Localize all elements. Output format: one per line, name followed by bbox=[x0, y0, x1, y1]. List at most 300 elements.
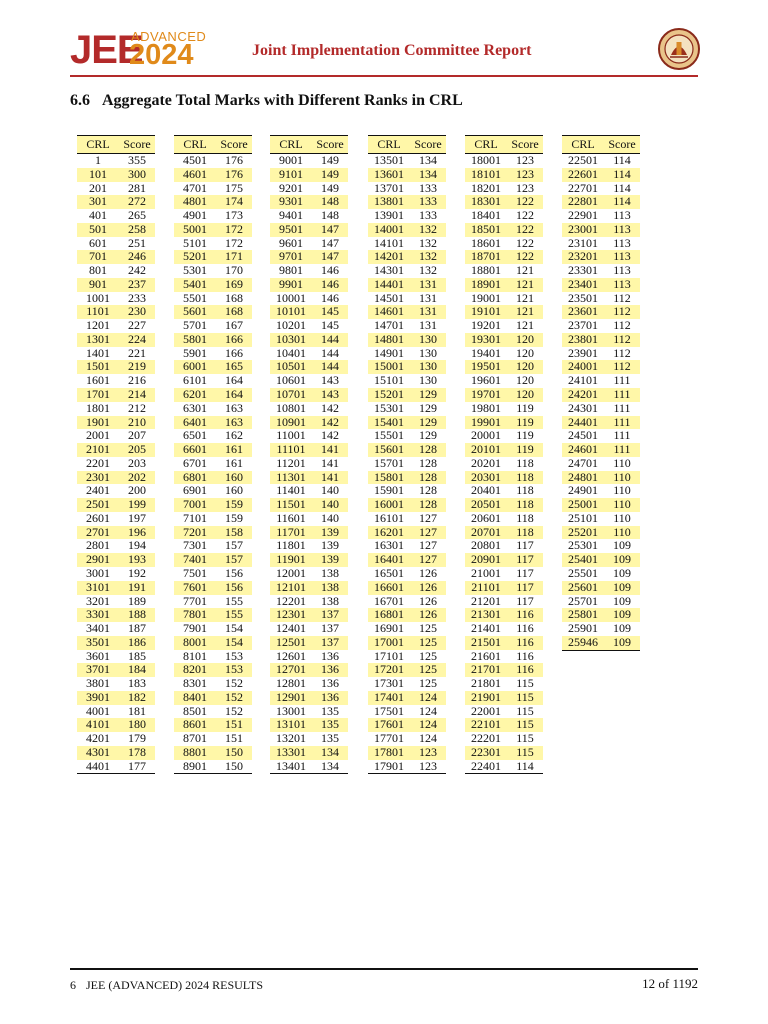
score-cell: 216 bbox=[128, 373, 146, 388]
crl-cell: 2201 bbox=[86, 455, 110, 470]
score-cell: 150 bbox=[225, 744, 243, 759]
crl-cell: 3401 bbox=[86, 621, 110, 636]
table-row bbox=[368, 581, 446, 595]
score-cell: 124 bbox=[419, 689, 437, 704]
score-cell: 135 bbox=[321, 731, 339, 746]
crl-cell: 18301 bbox=[471, 194, 501, 209]
table-row bbox=[465, 416, 543, 430]
table-row bbox=[562, 360, 640, 374]
table-row bbox=[77, 223, 155, 237]
table-row bbox=[174, 636, 252, 650]
score-cell: 120 bbox=[516, 345, 534, 360]
crl-cell: 5701 bbox=[183, 318, 207, 333]
crl-cell: 24301 bbox=[568, 400, 598, 415]
table-row bbox=[562, 567, 640, 581]
table-row bbox=[174, 526, 252, 540]
crl-cell: 3301 bbox=[86, 607, 110, 622]
score-cell: 134 bbox=[321, 744, 339, 759]
crl-cell: 10901 bbox=[276, 414, 306, 429]
crl-cell: 15701 bbox=[374, 455, 404, 470]
score-cell: 207 bbox=[128, 428, 146, 443]
score-cell: 233 bbox=[128, 290, 146, 305]
score-cell: 159 bbox=[225, 510, 243, 525]
crl-cell: 9801 bbox=[279, 263, 303, 278]
table-row bbox=[270, 443, 348, 457]
score-cell: 163 bbox=[225, 414, 243, 429]
crl-cell: 18701 bbox=[471, 249, 501, 264]
crl-cell: 3901 bbox=[86, 689, 110, 704]
score-cell: 251 bbox=[128, 235, 146, 250]
score-cell: 165 bbox=[225, 359, 243, 374]
score-header: Score bbox=[511, 137, 539, 151]
crl-cell: 3701 bbox=[86, 662, 110, 677]
crl-cell: 19701 bbox=[471, 387, 501, 402]
crl-cell: 14301 bbox=[374, 263, 404, 278]
score-cell: 192 bbox=[128, 565, 146, 580]
crl-cell: 4201 bbox=[86, 731, 110, 746]
crl-cell: 1 bbox=[95, 153, 101, 167]
table-row bbox=[174, 608, 252, 622]
crl-cell: 3001 bbox=[86, 565, 110, 580]
table-row bbox=[270, 760, 348, 774]
score-cell: 109 bbox=[613, 593, 631, 608]
crl-cell: 501 bbox=[89, 221, 107, 236]
crl-cell: 19301 bbox=[471, 331, 501, 346]
crl-cell: 24101 bbox=[568, 373, 598, 388]
table-row bbox=[77, 622, 155, 636]
crl-cell: 21701 bbox=[471, 662, 501, 677]
score-cell: 200 bbox=[128, 483, 146, 498]
table-row bbox=[368, 663, 446, 677]
score-header: Score bbox=[123, 137, 151, 151]
score-cell: 145 bbox=[321, 318, 339, 333]
table-row bbox=[368, 388, 446, 402]
score-cell: 177 bbox=[128, 758, 146, 773]
table-row bbox=[368, 333, 446, 347]
table-row bbox=[562, 305, 640, 319]
table-row bbox=[465, 168, 543, 182]
table-row bbox=[465, 691, 543, 705]
score-cell: 130 bbox=[419, 373, 437, 388]
score-cell: 146 bbox=[321, 290, 339, 305]
table-row bbox=[174, 195, 252, 209]
crl-cell: 18001 bbox=[471, 153, 501, 167]
table-row bbox=[368, 374, 446, 388]
score-cell: 123 bbox=[419, 744, 437, 759]
score-cell: 133 bbox=[419, 180, 437, 195]
table-row bbox=[270, 223, 348, 237]
score-cell: 148 bbox=[321, 208, 339, 223]
table-row bbox=[465, 705, 543, 719]
table-row bbox=[368, 705, 446, 719]
score-cell: 123 bbox=[516, 166, 534, 181]
score-cell: 153 bbox=[225, 662, 243, 677]
table-row bbox=[77, 705, 155, 719]
score-cell: 141 bbox=[321, 442, 339, 457]
crl-cell: 23901 bbox=[568, 345, 598, 360]
table-row bbox=[465, 154, 543, 168]
table-row bbox=[77, 292, 155, 306]
table-row bbox=[562, 209, 640, 223]
table-row bbox=[368, 457, 446, 471]
score-cell: 117 bbox=[516, 552, 534, 567]
table-row bbox=[368, 292, 446, 306]
score-cell: 161 bbox=[225, 442, 243, 457]
table-row bbox=[77, 374, 155, 388]
crl-cell: 2401 bbox=[86, 483, 110, 498]
table-row bbox=[77, 168, 155, 182]
table-row bbox=[465, 512, 543, 526]
score-cell: 124 bbox=[419, 717, 437, 732]
crl-cell: 16801 bbox=[374, 607, 404, 622]
crl-cell: 14801 bbox=[374, 331, 404, 346]
table-row bbox=[174, 402, 252, 416]
crl-cell: 6101 bbox=[183, 373, 207, 388]
crl-cell: 6601 bbox=[183, 442, 207, 457]
score-cell: 115 bbox=[516, 731, 534, 746]
table-row bbox=[77, 333, 155, 347]
score-cell: 155 bbox=[225, 607, 243, 622]
table-header-row bbox=[174, 135, 252, 154]
crl-cell: 11701 bbox=[276, 524, 306, 539]
table-row bbox=[270, 237, 348, 251]
score-cell: 144 bbox=[321, 359, 339, 374]
score-cell: 115 bbox=[516, 676, 534, 691]
crl-cell: 10101 bbox=[276, 304, 306, 319]
table-row bbox=[368, 732, 446, 746]
crl-cell: 23201 bbox=[568, 249, 598, 264]
table-row bbox=[562, 347, 640, 361]
score-cell: 147 bbox=[321, 221, 339, 236]
crl-cell: 1301 bbox=[86, 331, 110, 346]
crl-cell: 10801 bbox=[276, 400, 306, 415]
crl-cell: 22001 bbox=[471, 703, 501, 718]
score-cell: 114 bbox=[613, 194, 631, 209]
crl-cell: 17201 bbox=[374, 662, 404, 677]
table-row bbox=[465, 250, 543, 264]
crl-cell: 25301 bbox=[568, 538, 598, 553]
crl-cell: 12301 bbox=[276, 607, 306, 622]
score-cell: 133 bbox=[419, 208, 437, 223]
score-cell: 116 bbox=[516, 607, 534, 622]
score-cell: 126 bbox=[419, 579, 437, 594]
crl-cell: 401 bbox=[89, 208, 107, 223]
section-heading bbox=[70, 92, 463, 110]
table-row bbox=[465, 182, 543, 196]
crl-cell: 12201 bbox=[276, 593, 306, 608]
table-row bbox=[174, 443, 252, 457]
crl-cell: 9001 bbox=[279, 153, 303, 167]
table-row bbox=[562, 484, 640, 498]
score-cell: 149 bbox=[321, 166, 339, 181]
score-cell: 127 bbox=[419, 524, 437, 539]
table-row bbox=[465, 553, 543, 567]
score-cell: 121 bbox=[516, 318, 534, 333]
crl-cell: 21401 bbox=[471, 621, 501, 636]
crl-cell: 7801 bbox=[183, 607, 207, 622]
table-row bbox=[368, 195, 446, 209]
crl-cell: 13801 bbox=[374, 194, 404, 209]
crl-cell: 3601 bbox=[86, 648, 110, 663]
score-cell: 123 bbox=[516, 153, 534, 167]
score-cell: 141 bbox=[321, 469, 339, 484]
score-cell: 133 bbox=[419, 194, 437, 209]
score-cell: 118 bbox=[516, 469, 534, 484]
crl-cell: 23401 bbox=[568, 276, 598, 291]
table-row bbox=[270, 388, 348, 402]
score-cell: 193 bbox=[128, 552, 146, 567]
score-cell: 109 bbox=[613, 634, 631, 649]
table-row bbox=[562, 526, 640, 540]
score-cell: 125 bbox=[419, 676, 437, 691]
crl-cell: 10201 bbox=[276, 318, 306, 333]
crl-cell: 13101 bbox=[276, 717, 306, 732]
score-cell: 117 bbox=[516, 593, 534, 608]
score-cell: 112 bbox=[613, 331, 631, 346]
table-row bbox=[174, 553, 252, 567]
table-row bbox=[368, 168, 446, 182]
crl-cell: 17501 bbox=[374, 703, 404, 718]
table-row bbox=[77, 760, 155, 774]
table-row bbox=[174, 457, 252, 471]
crl-cell: 9701 bbox=[279, 249, 303, 264]
crl-cell: 25201 bbox=[568, 524, 598, 539]
crl-cell: 24501 bbox=[568, 428, 598, 443]
table-row bbox=[174, 182, 252, 196]
table-row bbox=[77, 443, 155, 457]
score-cell: 188 bbox=[128, 607, 146, 622]
table-row bbox=[270, 622, 348, 636]
score-cell: 110 bbox=[613, 469, 631, 484]
table-row bbox=[562, 471, 640, 485]
crl-cell: 2601 bbox=[86, 510, 110, 525]
score-cell: 181 bbox=[128, 703, 146, 718]
crl-cell: 16101 bbox=[374, 510, 404, 525]
score-cell: 118 bbox=[516, 455, 534, 470]
table-row bbox=[465, 319, 543, 333]
table-row bbox=[270, 539, 348, 553]
crl-cell: 25946 bbox=[568, 634, 598, 649]
table-row bbox=[465, 498, 543, 512]
table-row bbox=[368, 305, 446, 319]
score-cell: 199 bbox=[128, 497, 146, 512]
table-row bbox=[174, 581, 252, 595]
table-row bbox=[270, 705, 348, 719]
score-cell: 136 bbox=[321, 648, 339, 663]
score-cell: 139 bbox=[321, 538, 339, 553]
score-cell: 113 bbox=[613, 221, 631, 236]
score-cell: 111 bbox=[613, 387, 631, 402]
score-cell: 126 bbox=[419, 565, 437, 580]
score-cell: 171 bbox=[225, 249, 243, 264]
table-row bbox=[174, 622, 252, 636]
score-cell: 163 bbox=[225, 400, 243, 415]
table-row bbox=[562, 429, 640, 443]
crl-cell: 2301 bbox=[86, 469, 110, 484]
score-cell: 120 bbox=[516, 387, 534, 402]
crl-cell: 5001 bbox=[183, 221, 207, 236]
table-row bbox=[270, 567, 348, 581]
crl-cell: 11401 bbox=[276, 483, 306, 498]
table-row bbox=[270, 195, 348, 209]
score-cell: 300 bbox=[128, 166, 146, 181]
table-row bbox=[174, 498, 252, 512]
crl-cell: 19901 bbox=[471, 414, 501, 429]
score-cell: 118 bbox=[516, 524, 534, 539]
table-row bbox=[270, 374, 348, 388]
crl-cell: 5301 bbox=[183, 263, 207, 278]
table-row bbox=[77, 595, 155, 609]
crl-cell: 20001 bbox=[471, 428, 501, 443]
score-cell: 117 bbox=[516, 565, 534, 580]
score-cell: 112 bbox=[613, 318, 631, 333]
score-cell: 129 bbox=[419, 428, 437, 443]
table-row bbox=[270, 154, 348, 168]
score-cell: 212 bbox=[128, 400, 146, 415]
table-row bbox=[174, 264, 252, 278]
score-cell: 138 bbox=[321, 593, 339, 608]
table-row bbox=[368, 760, 446, 774]
score-cell: 156 bbox=[225, 579, 243, 594]
table-row bbox=[174, 374, 252, 388]
table-row bbox=[77, 347, 155, 361]
crl-cell: 18201 bbox=[471, 180, 501, 195]
table-row bbox=[368, 360, 446, 374]
crl-cell: 15901 bbox=[374, 483, 404, 498]
score-cell: 112 bbox=[613, 290, 631, 305]
table-row bbox=[465, 374, 543, 388]
table-row bbox=[270, 250, 348, 264]
score-cell: 140 bbox=[321, 497, 339, 512]
crl-cell: 22401 bbox=[471, 758, 501, 773]
crl-cell: 20301 bbox=[471, 469, 501, 484]
crl-cell: 22801 bbox=[568, 194, 598, 209]
crl-cell: 7601 bbox=[183, 579, 207, 594]
table-row bbox=[77, 360, 155, 374]
score-cell: 138 bbox=[321, 579, 339, 594]
crl-cell: 1401 bbox=[86, 345, 110, 360]
table-row bbox=[270, 209, 348, 223]
crl-cell: 15601 bbox=[374, 442, 404, 457]
table-row bbox=[270, 402, 348, 416]
logo-advanced-text: ADVANCED bbox=[131, 29, 207, 44]
table-row bbox=[174, 732, 252, 746]
table-row bbox=[368, 498, 446, 512]
score-cell: 246 bbox=[128, 249, 146, 264]
score-cell: 172 bbox=[225, 235, 243, 250]
crl-cell: 25701 bbox=[568, 593, 598, 608]
rank-table bbox=[174, 135, 252, 774]
score-cell: 137 bbox=[321, 634, 339, 649]
table-row bbox=[77, 264, 155, 278]
crl-cell: 9501 bbox=[279, 221, 303, 236]
footer-page-number: 6 bbox=[70, 978, 76, 992]
crl-cell: 8701 bbox=[183, 731, 207, 746]
crl-cell: 9901 bbox=[279, 276, 303, 291]
table-row bbox=[174, 512, 252, 526]
table-row bbox=[174, 319, 252, 333]
score-cell: 187 bbox=[128, 621, 146, 636]
rank-table bbox=[368, 135, 446, 774]
table-row bbox=[77, 663, 155, 677]
score-cell: 136 bbox=[321, 662, 339, 677]
table-row bbox=[174, 429, 252, 443]
score-cell: 120 bbox=[516, 359, 534, 374]
score-cell: 125 bbox=[419, 662, 437, 677]
crl-cell: 7401 bbox=[183, 552, 207, 567]
score-cell: 129 bbox=[419, 400, 437, 415]
score-cell: 125 bbox=[419, 621, 437, 636]
crl-cell: 11501 bbox=[276, 497, 306, 512]
table-row bbox=[562, 636, 640, 650]
score-cell: 125 bbox=[419, 648, 437, 663]
table-row bbox=[465, 237, 543, 251]
table-row bbox=[562, 292, 640, 306]
table-row bbox=[465, 760, 543, 774]
table-row bbox=[174, 691, 252, 705]
table-row bbox=[368, 416, 446, 430]
table-row bbox=[368, 443, 446, 457]
score-cell: 124 bbox=[419, 731, 437, 746]
score-cell: 114 bbox=[613, 180, 631, 195]
crl-cell: 4101 bbox=[86, 717, 110, 732]
score-cell: 128 bbox=[419, 483, 437, 498]
table-row bbox=[562, 182, 640, 196]
table-row bbox=[465, 360, 543, 374]
crl-cell: 20601 bbox=[471, 510, 501, 525]
score-cell: 210 bbox=[128, 414, 146, 429]
table-row bbox=[368, 608, 446, 622]
table-row bbox=[368, 650, 446, 664]
score-cell: 144 bbox=[321, 345, 339, 360]
crl-cell: 24601 bbox=[568, 442, 598, 457]
table-row bbox=[562, 333, 640, 347]
crl-cell: 16301 bbox=[374, 538, 404, 553]
table-row bbox=[270, 264, 348, 278]
crl-cell: 22301 bbox=[471, 744, 501, 759]
crl-cell: 5601 bbox=[183, 304, 207, 319]
table-row bbox=[368, 677, 446, 691]
score-cell: 173 bbox=[225, 208, 243, 223]
crl-cell: 24901 bbox=[568, 483, 598, 498]
crl-cell: 22601 bbox=[568, 166, 598, 181]
crl-cell: 14201 bbox=[374, 249, 404, 264]
table-row bbox=[174, 416, 252, 430]
table-row bbox=[465, 347, 543, 361]
score-cell: 153 bbox=[225, 648, 243, 663]
score-cell: 151 bbox=[225, 717, 243, 732]
table-row bbox=[368, 209, 446, 223]
table-row bbox=[368, 622, 446, 636]
score-cell: 129 bbox=[419, 414, 437, 429]
crl-cell: 12101 bbox=[276, 579, 306, 594]
crl-header: CRL bbox=[377, 137, 401, 151]
score-cell: 214 bbox=[128, 387, 146, 402]
score-cell: 116 bbox=[516, 621, 534, 636]
score-cell: 115 bbox=[516, 744, 534, 759]
crl-cell: 25801 bbox=[568, 607, 598, 622]
table-row bbox=[174, 746, 252, 760]
score-cell: 112 bbox=[613, 304, 631, 319]
crl-cell: 23501 bbox=[568, 290, 598, 305]
crl-cell: 21301 bbox=[471, 607, 501, 622]
crl-cell: 9401 bbox=[279, 208, 303, 223]
crl-cell: 20801 bbox=[471, 538, 501, 553]
table-row bbox=[270, 636, 348, 650]
crl-cell: 15801 bbox=[374, 469, 404, 484]
crl-cell: 5901 bbox=[183, 345, 207, 360]
crl-cell: 25401 bbox=[568, 552, 598, 567]
